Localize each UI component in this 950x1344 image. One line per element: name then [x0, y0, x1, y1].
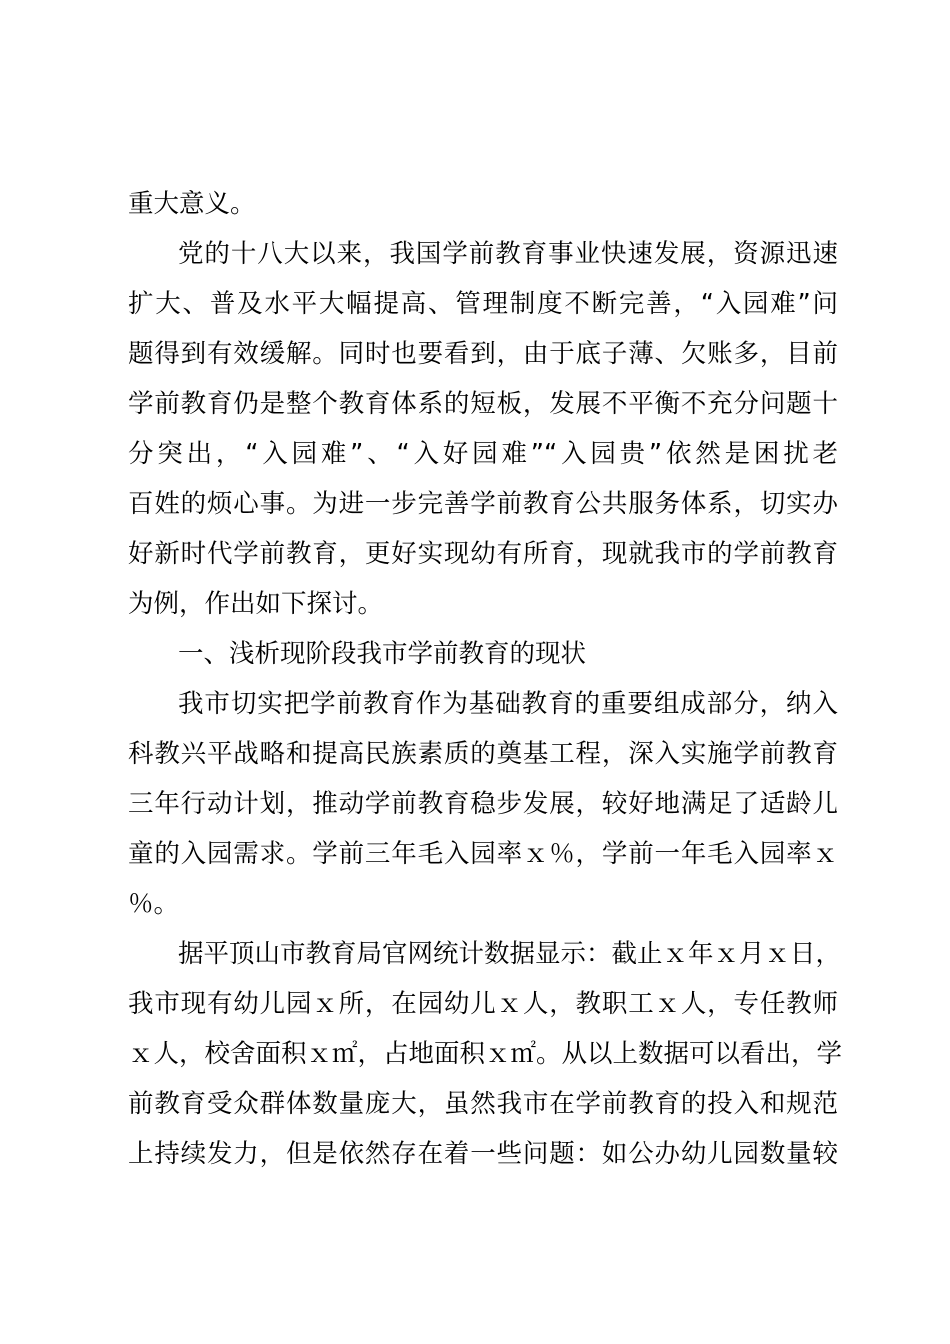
text-line: 好新时代学前教育，更好实现幼有所育，现就我市的学前教育 — [128, 539, 838, 569]
text-line: 分突出，“入园难”、“入好园难”“入园贵”依然是困扰老 — [128, 439, 838, 469]
text-line: 重大意义。 — [128, 189, 256, 219]
section-heading: 一、浅析现阶段我市学前教育的现状 — [178, 639, 587, 669]
text-line: 学前教育仍是整个教育体系的短板，发展不平衡不充分问题十 — [128, 389, 838, 419]
text-line: 前教育受众群体数量庞大，虽然我市在学前教育的投入和规范 — [128, 1089, 838, 1119]
text-line: 扩大、普及水平大幅提高、管理制度不断完善，“入园难”问 — [128, 289, 838, 319]
text-line: 百姓的烦心事。为进一步完善学前教育公共服务体系，切实办 — [128, 489, 838, 519]
text-line: 童的入园需求。学前三年毛入园率ｘ％，学前一年毛入园率ｘ — [128, 839, 838, 869]
paragraph-first-line: 据平顶山市教育局官网统计数据显示：截止ｘ年ｘ月ｘ日， — [178, 939, 842, 969]
text-line: 上持续发力，但是依然存在着一些问题：如公办幼儿园数量较 — [128, 1139, 838, 1169]
text-line: ％。 — [128, 889, 180, 919]
paragraph-first-line: 我市切实把学前教育作为基础教育的重要组成部分，纳入 — [178, 689, 838, 719]
text-line: 科教兴平战略和提高民族素质的奠基工程，深入实施学前教育 — [128, 739, 838, 769]
text-line: 我市现有幼儿园ｘ所，在园幼儿ｘ人，教职工ｘ人，专任教师 — [128, 989, 838, 1019]
paragraph-first-line: 党的十八大以来，我国学前教育事业快速发展，资源迅速 — [178, 239, 838, 269]
text-line: 题得到有效缓解。同时也要看到，由于底子薄、欠账多，目前 — [128, 339, 838, 369]
text-line: 为例，作出如下探讨。 — [128, 589, 384, 619]
text-line: 三年行动计划，推动学前教育稳步发展，较好地满足了适龄儿 — [128, 789, 838, 819]
text-line: ｘ人，校舍面积ｘ㎡，占地面积ｘ㎡。从以上数据可以看出，学 — [128, 1039, 843, 1069]
